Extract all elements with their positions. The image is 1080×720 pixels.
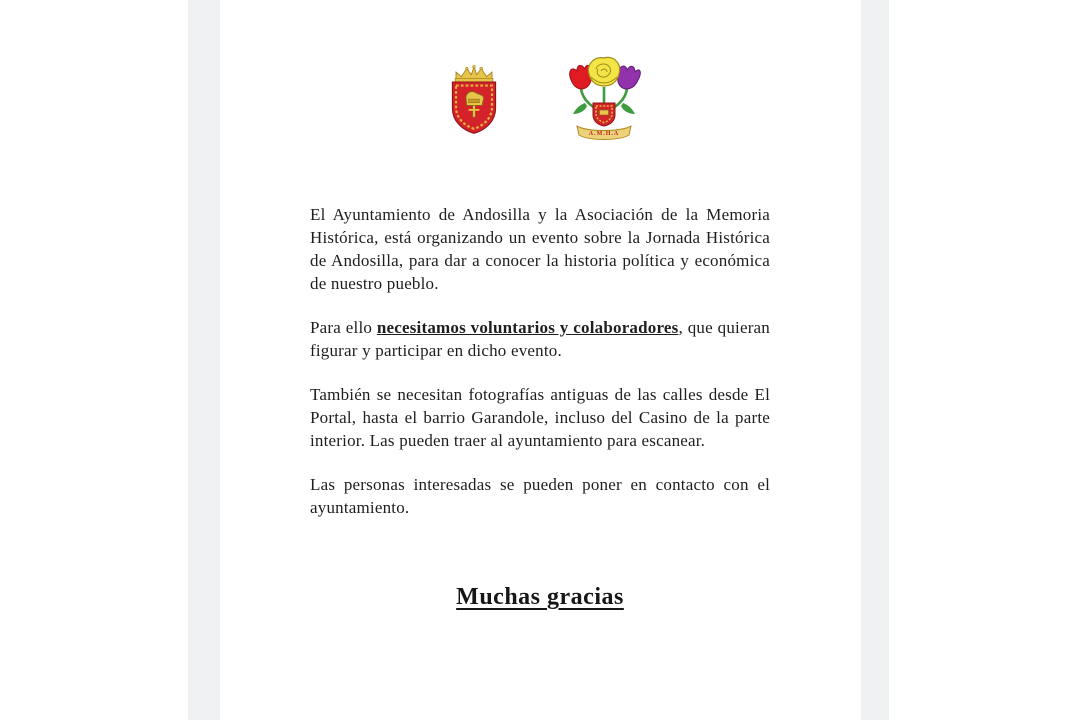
notice-body	[310, 203, 770, 540]
paragraph-photos: También se necesitan fotografías antiguas de las calles desde El Portal, hasta el barrio Garandole, incluso del Casino de la parte interior. Las pueden traer al ayuntamiento para escanear.	[310, 385, 770, 450]
amha-banner-text: A.M.H.A	[588, 131, 620, 137]
andosilla-coat-of-arms-icon	[447, 64, 501, 136]
paragraph-volunteers-emphasis: necesitamos voluntarios y colaboradores	[376, 318, 679, 337]
paragraph-contact: Las personas interesadas se pueden poner en contacto con el ayuntamiento.	[310, 475, 770, 517]
paragraph-intro: El Ayuntamiento de Andosilla y la Asociación de la Memoria Histórica, está organizando un evento sobre la Jornada Histórica de Andosilla, para dar a conocer la historia política y económica de nuestro pueblo.	[310, 205, 770, 293]
paragraph-volunteers-prefix: Para ello	[310, 318, 377, 337]
paragraph-volunteers-suffix: , que quieran figurar y participar en dicho evento.	[310, 318, 770, 360]
scan-edge-left	[188, 0, 220, 720]
amha-flowers-emblem-icon	[565, 53, 643, 143]
paragraph-volunteers	[310, 316, 770, 362]
closing-thanks: Muchas gracias	[456, 584, 624, 610]
scan-edge-right	[861, 0, 889, 720]
